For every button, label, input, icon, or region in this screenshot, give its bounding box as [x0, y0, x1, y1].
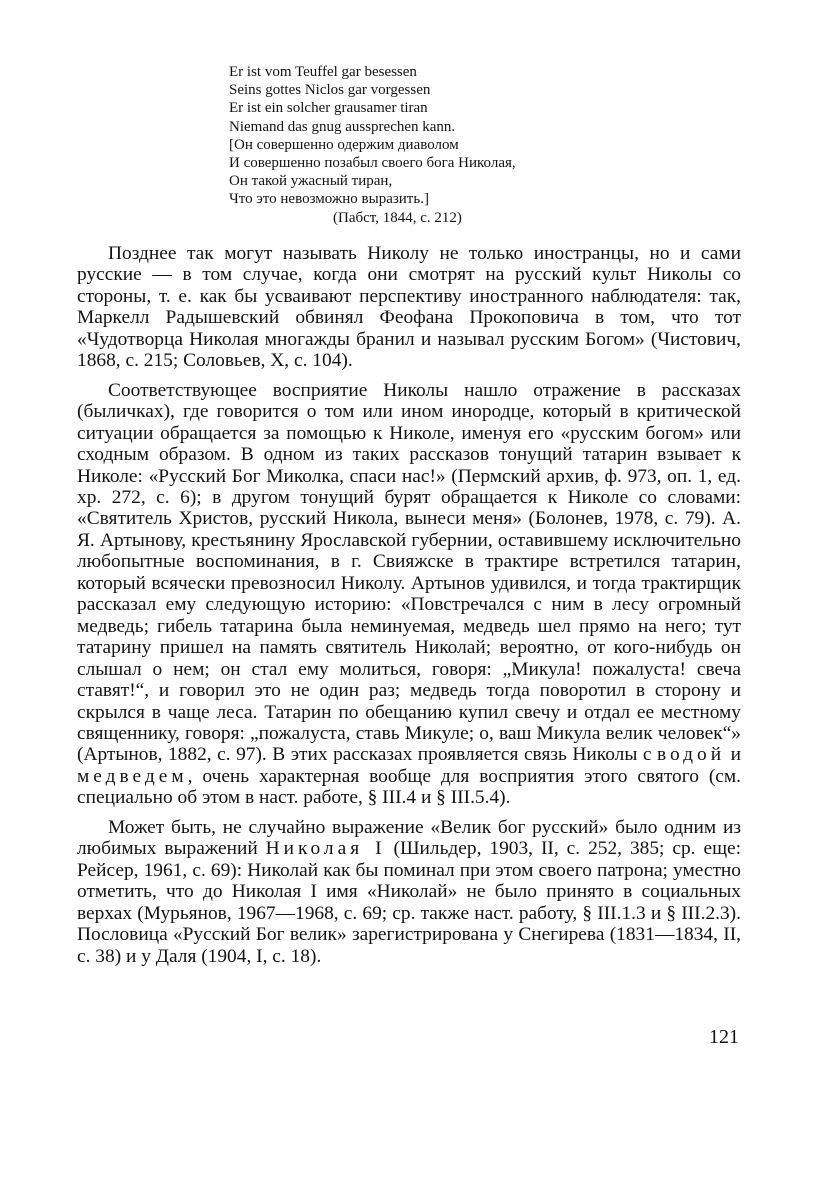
verse-line-russian-4: Что это невозможно выразить.] — [229, 191, 429, 208]
paragraph-3 — [77, 817, 741, 967]
page-number: 121 — [709, 1026, 739, 1048]
spaced-emphasis-nicholas: Николая I — [265, 838, 386, 860]
verse-line-german-4: Niemand das gnug aussprechen kann. — [229, 118, 456, 135]
verse-line-german-1: Er ist vom Teuffel gar besessen — [229, 64, 417, 80]
verse-line-russian-1: [Он совершенно одержим диаволом — [229, 136, 459, 153]
spaced-emphasis-water: водой — [656, 744, 726, 766]
verse-citation: (Пабст, 1844, с. 212) — [333, 209, 462, 226]
paragraph-3-text-after: (Шильдер, 1903, II, с. 252, 385; ср. еще: Рейсер, 1961, с. 69): Николай как бы поминал при этом своего патрона; уместно отметить, что до Николая I имя «Николай» не было принято в социальных верхах (Мурьянов, 1967—1968, с. 69; ср. также наст. работу, § III.1.3 и § III.2.3). Пословица «Русский Бог велик» зарегистрирована у Снегирева (1831—1834, II, с. 38) и у Даля (1904, I, с. 18). — [77, 838, 741, 967]
spaced-emphasis-bear: медведем — [77, 765, 188, 787]
verse-line-russian-3: Он такой ужасный тиран, — [229, 173, 393, 190]
verse-line-german-2: Seins gottes Niclos gar vorgessen — [229, 82, 431, 99]
paragraph-2-text-before: Соответствующее восприятие Николы нашло отражение в рассказах (быличках), где говорится о том или ином инородце, который в критической ситуации обращается за помощью к Николе, именуя его «русским богом» или сходным образом. В одном из таких рассказов тонущий татарин взывает к Николе: «Русский Бог Миколка, спаси нас!» (Пермский архив, ф. 973, оп. 1, ед. хр. 272, с. 6); в другом тонущий бурят обращается к Николе со словами: «Святитель Христов, русский Никола, вынеси меня» (Болонев, 1978, с. 79). А. Я. Артынову, крестьянину Ярославской губернии, оставившему исключительно любопытные воспоминания, в г. Свияжске в трактире встретился татарин, который всячески превозносил Николу. Артынов удивился, и тогда трактирщик рассказал ему следующую историю: «Повстречался с ним в лесу огромный медведь; гибель татарина была неминуемая, медведь шел прямо на него; тут татарину пришел на память святитель Николай; вероятно, от кого-нибудь он слышал о нем; он стал ему молиться, говоря: „Микула! пожалуста! свеча ставят!“, и говорил это не один раз; медведь тогда поворотил в сторону и скрылся в чаще леса. Татарин по обещанию купил свечу и отдал ее местному священнику, говоря: „пожалуста, ставь Микуле; о, ваш Микула велик человек“» (Артынов, 1882, с. 97). В этих рассказах проявляется связь Николы с — [77, 379, 741, 766]
paragraph-2-text-mid: и — [730, 744, 741, 766]
main-text — [77, 243, 741, 967]
paragraph-2 — [77, 380, 741, 809]
paragraph-3-text-before: Может быть, не случайно выражение «Велик бог русский» было одним из любимых выражений — [77, 816, 741, 860]
verse-quotation — [229, 63, 649, 227]
paragraph-2-text-after: , очень характерная вообще для восприятия этого святого (см. специально об этом в наст. работе, § III.4 и § III.5.4). — [77, 765, 741, 809]
paragraph-1: Позднее так могут называть Николу не только иностранцы, но и сами русские — в том случае, когда они смотрят на русский культ Николы со стороны, т. е. как бы усваивают перспективу иностранного наблюдателя: так, Маркелл Радышевский обвинял Феофана Прокоповича в том, что тот «Чудотворца Николая многажды бранил и называл русским Богом» (Чистович, 1868, с. 215; Соловьев, X, с. 104). — [77, 243, 741, 372]
verse-line-russian-2: И совершенно позабыл своего бога Николая, — [229, 155, 516, 172]
verse-line-german-3: Er ist ein solcher grausamer tiran — [229, 100, 428, 117]
